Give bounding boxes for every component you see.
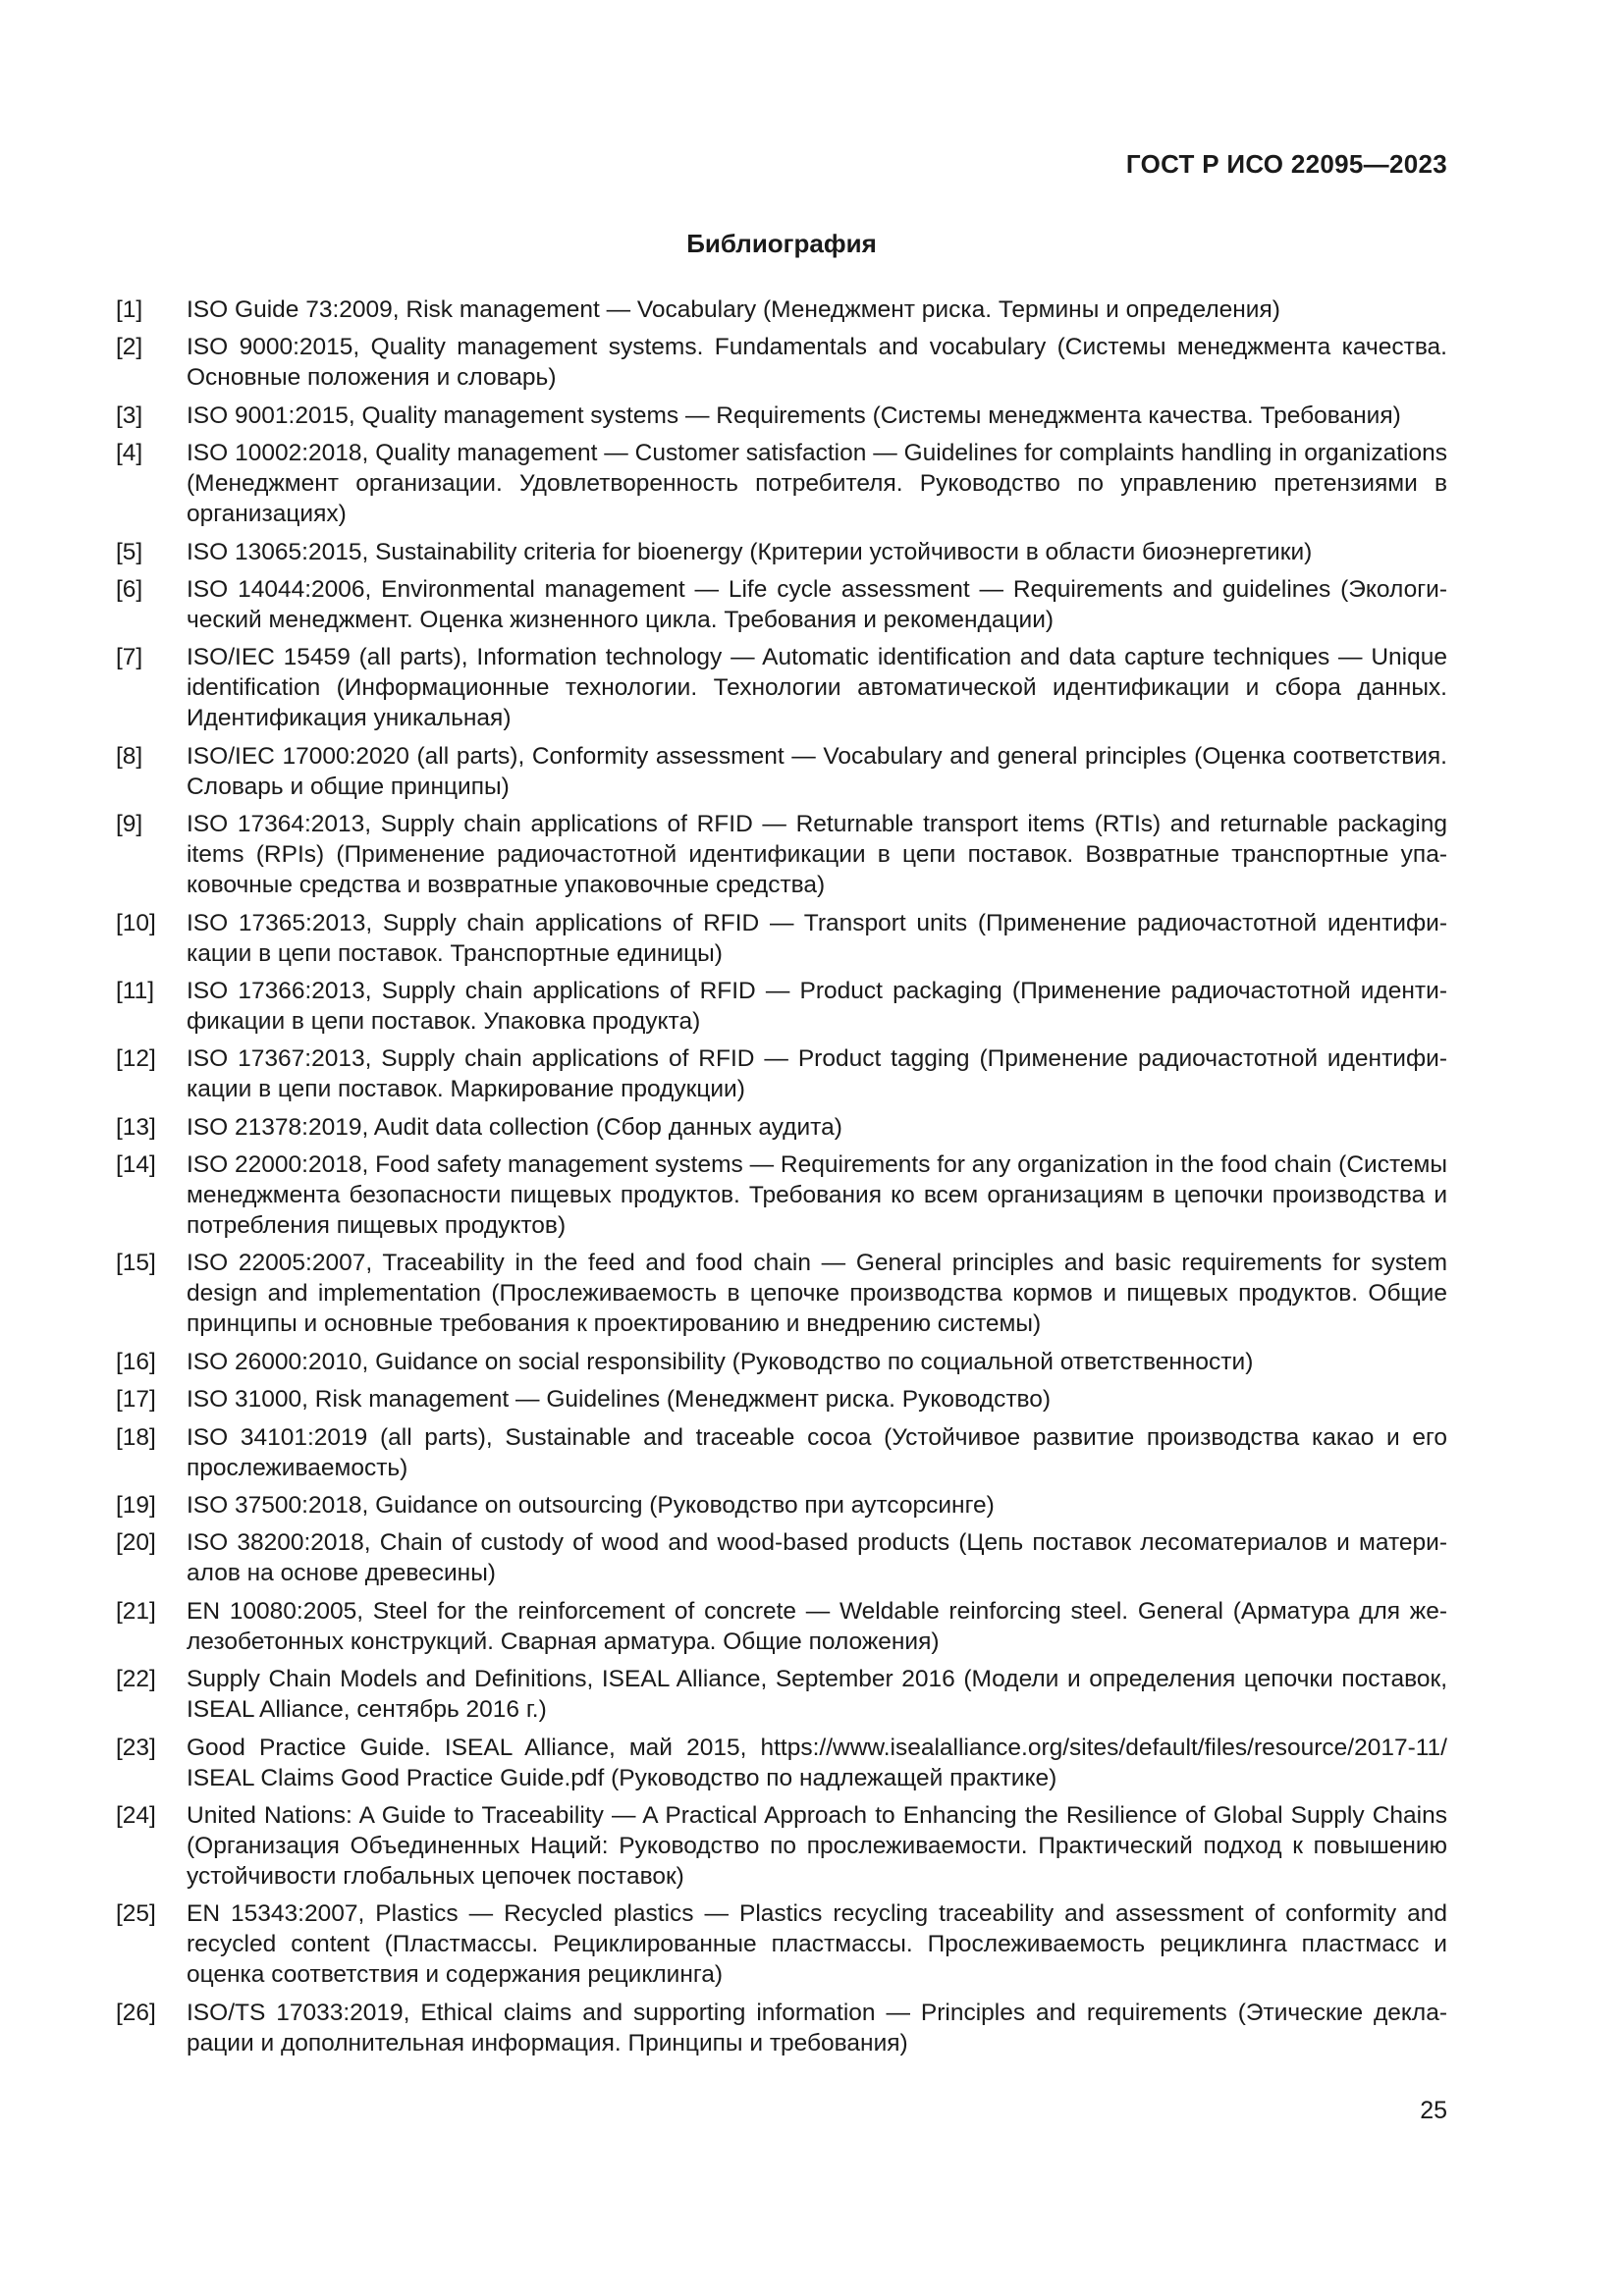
reference-item [116, 1347, 1447, 1377]
reference-number: [23] [116, 1734, 156, 1761]
reference-number: [4] [116, 440, 143, 467]
reference-text: Supply Chain Models and Definitions, ISEAL Alliance, September 2016 (Модели и определения цепочки поставок, ISEAL Alliance, сентябрь 2016 г.) [187, 1666, 1447, 1724]
reference-item [116, 1733, 1447, 1793]
reference-text: ISO 9000:2015, Quality management systems. Fundamentals and vocabulary (Системы менеджмента качества. Основные положения и словарь) [187, 334, 1447, 392]
reference-item [116, 1112, 1447, 1143]
reference-number: [11] [116, 977, 155, 1004]
reference-text: ISO 37500:2018, Guidance on outsourcing (Руководство при аутсорсинге) [187, 1492, 995, 1520]
reference-item [116, 294, 1447, 325]
reference-item [116, 741, 1447, 802]
reference-text: ISO 21378:2019, Audit data collection (Сбор данных аудита) [187, 1113, 842, 1141]
document-code-header: ГОСТ Р ИСО 22095—2023 [1125, 149, 1447, 179]
reference-text: ISO 31000, Risk management — Guidelines (Менеджмент риска. Руководство) [187, 1386, 1052, 1414]
reference-number: [10] [116, 909, 156, 936]
reference-item [116, 537, 1447, 567]
reference-item [116, 1898, 1447, 1990]
reference-text: ISO 22000:2018, Food safety management systems — Requirements for any organization in the food chain (Системы менеджмента безопасности пищевых продуктов. Требования ко всем организациям в цепочки производства и потребления пищевых продуктов) [187, 1151, 1447, 1240]
reference-number: [14] [116, 1151, 156, 1179]
reference-number: [7] [116, 644, 143, 671]
reference-text: ISO 26000:2010, Guidance on social responsibility (Руководство по социальной ответственности) [187, 1348, 1254, 1375]
reference-text: ISO Guide 73:2009, Risk management — Vocabulary (Менеджмент риска. Термины и определения) [187, 296, 1280, 323]
reference-item [116, 1596, 1447, 1657]
reference-item [116, 1998, 1447, 2058]
reference-item [116, 1800, 1447, 1892]
reference-item [116, 809, 1447, 900]
reference-item [116, 438, 1447, 529]
reference-number: [15] [116, 1250, 156, 1277]
reference-text: ISO/TS 17033:2019, Ethical claims and supporting information — Principles and requirements (Этические декларации и дополнительная информация. Принципы и требования) [187, 1999, 1447, 2056]
reference-item [116, 400, 1447, 431]
reference-text: ISO 17366:2013, Supply chain applications of RFID — Product packaging (Применение радиочастотной идентификации в цепи поставок. Упаковка продукта) [187, 977, 1447, 1035]
reference-text: EN 15343:2007, Plastics — Recycled plastics — Plastics recycling traceability and assessment of conformity and recycled content (Пластмассы. Рециклированные пластмассы. Прослеживаемость рециклинга пластмасс и оценка соответствия и содержания рециклинга) [187, 1900, 1447, 1989]
reference-number: [5] [116, 538, 143, 565]
reference-number: [8] [116, 742, 143, 770]
reference-text: ISO/IEC 17000:2020 (all parts), Conformity assessment — Vocabulary and general principles (Оценка соответствия. Словарь и общие принципы) [187, 742, 1447, 800]
reference-number: [19] [116, 1492, 156, 1520]
reference-number: [2] [116, 334, 143, 361]
reference-number: [22] [116, 1666, 156, 1693]
reference-number: [12] [116, 1045, 156, 1073]
reference-item [116, 908, 1447, 969]
reference-item [116, 332, 1447, 393]
reference-number: [3] [116, 401, 143, 429]
reference-number: [17] [116, 1386, 156, 1414]
reference-number: [20] [116, 1529, 156, 1557]
reference-text: ISO 22005:2007, Traceability in the feed and food chain — General principles and basic requirements for system design and implementation (Прослеживаемость в цепочке производства кормов и пищевых продуктов. Общие принципы и основные требования к проектированию и внедрению системы) [187, 1250, 1447, 1338]
reference-text: ISO 10002:2018, Quality management — Customer satisfaction — Guidelines for complaints handling in organizations (Менеджмент организации. Удовлетворенность потребителя. Руководство по управлению претензиями в организациях) [187, 440, 1447, 528]
reference-number: [9] [116, 811, 143, 838]
reference-item [116, 976, 1447, 1037]
reference-item [116, 1248, 1447, 1339]
reference-item [116, 1149, 1447, 1241]
bibliography-title: Библиография [686, 229, 877, 258]
reference-item [116, 1422, 1447, 1483]
reference-item [116, 574, 1447, 635]
reference-item [116, 1043, 1447, 1104]
reference-number: [6] [116, 575, 143, 603]
reference-text: ISO 17365:2013, Supply chain applications of RFID — Transport units (Применение радиочастотной идентификации в цепи поставок. Транспортные единицы) [187, 909, 1447, 967]
reference-text: ISO 17364:2013, Supply chain applications of RFID — Returnable transport items (RTIs) and returnable packaging items (RPIs) (Применение радиочастотной идентификации в цепи поставок. Возвратные транспортные упаковочные средства и возвратные упаковочные средства) [187, 811, 1447, 899]
reference-text: ISO 34101:2019 (all parts), Sustainable and traceable cocoa (Устойчивое развитие производства какао и его прослеживаемость) [187, 1423, 1447, 1481]
reference-number: [24] [116, 1801, 156, 1829]
reference-text: Good Practice Guide. ISEAL Alliance, май 2015, https://www.isealalliance.org/sites/default/files/resource/2017-11/ ISEAL Claims Good Practice Guide.pdf (Руководство по надлежащей практике) [187, 1734, 1447, 1791]
reference-text: ISO 14044:2006, Environmental management — Life cycle assessment — Requirements and guidelines (Экологический менеджмент. Оценка жизненного цикла. Требования и рекомендации) [187, 575, 1447, 633]
reference-text: EN 10080:2005, Steel for the reinforcement of concrete — Weldable reinforcing steel. General (Арматура для железобетонных конструкций. Сварная арматура. Общие положения) [187, 1597, 1447, 1655]
reference-text: ISO 13065:2015, Sustainability criteria for bioenergy (Критерии устойчивости в области биоэнергетики) [187, 538, 1313, 565]
reference-number: [21] [116, 1597, 156, 1625]
reference-text: ISO 38200:2018, Chain of custody of wood and wood-based products (Цепь поставок лесоматериалов и материалов на основе древесины) [187, 1529, 1447, 1587]
reference-text: ISO 17367:2013, Supply chain applications of RFID — Product tagging (Применение радиочастотной идентификации в цепи поставок. Маркирование продукции) [187, 1045, 1447, 1103]
reference-number: [13] [116, 1113, 156, 1141]
reference-text: ISO 9001:2015, Quality management systems — Requirements (Системы менеджмента качества. Требования) [187, 401, 1401, 429]
reference-item [116, 1384, 1447, 1415]
reference-list [116, 294, 1447, 2065]
reference-item [116, 1490, 1447, 1521]
reference-number: [1] [116, 296, 143, 323]
reference-number: [25] [116, 1900, 156, 1928]
reference-item [116, 1664, 1447, 1725]
page-number: 25 [1420, 2097, 1447, 2124]
reference-number: [26] [116, 1999, 156, 2026]
reference-item [116, 1527, 1447, 1588]
reference-item [116, 642, 1447, 733]
reference-number: [18] [116, 1423, 156, 1451]
reference-number: [16] [116, 1348, 156, 1375]
reference-text: ISO/IEC 15459 (all parts), Information technology — Automatic identification and data capture techniques — Unique identification (Информационные технологии. Технологии автоматической идентификации и сбора данных. Идентификация уникальная) [187, 644, 1447, 732]
reference-text: United Nations: A Guide to Traceability — A Practical Approach to Enhancing the Resilience of Global Supply Chains (Организация Объединенных Наций: Руководство по прослеживаемости. Практический подход к повышению устойчивости глобальных цепочек поставок) [187, 1801, 1447, 1890]
